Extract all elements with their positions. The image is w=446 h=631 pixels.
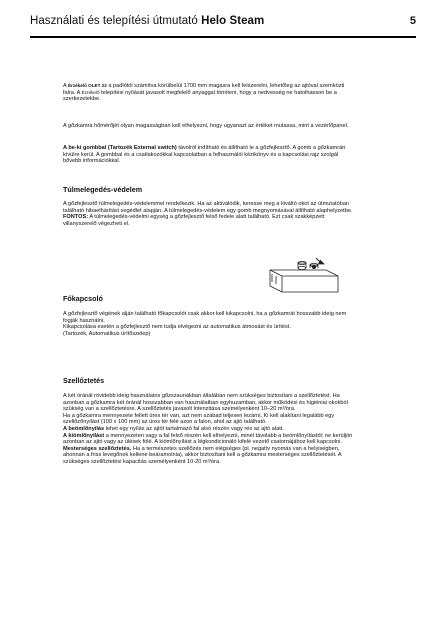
text-line: FONTOS: A túlmelegedés-védelmi egység a gőzfejlesztő felső fedele alatt található. Ezt csak szakképzett [63,214,325,221]
text-line: (Tartozék, Automatikus ürítőszelep) [63,330,151,337]
text-line: szükséges szellőztetési kapacitás személyenként 10-20 m³/óra. [63,458,221,465]
text-line: A be-ki gombbal (Tartozék External switch) távolról indítható és állítható le a gőzfejlesztő. A gomb a gőzkamrán [63,145,346,151]
overheat-paragraph [63,201,393,227]
text-line: bővebb információkkal. [63,158,121,165]
text-line: A gőzfejlesztő túlmelegedés-védelemmel rendelkezik. Ha az aktiválódik, keresse meg a kiváltó okot az útmutatóban [63,201,350,207]
text-line: Ha a gőzkamra mennyezete fellett üres tér van, azt nem szabad teljesen lezárni. Ki kell alakítani legalább egy [63,412,335,419]
thermometer-paragraph [63,123,393,130]
ventilation-paragraph [63,393,393,466]
text-line: A gőzkamra hőmérőjét olyan magasságban kell elhelyezni, hogy ugyanazt az értéket mutassa, mint a vezérlőpanel. [63,123,349,129]
text-line: ahonnan a friss levegőnek kellene beáramolnia), akkor biztosítani kell a gőzkamra mesterséges szellőztetését. A [63,452,342,459]
section-heading-ventilation: Szellőztetés [63,376,105,385]
overheat-reset-illustration [268,256,340,296]
document-title [30,15,264,27]
text-line: A beömlőnyílás lehet egy nyílás az ajtót tartalmazó fal alsó részén vagy rés az ajtó alatt. [63,425,284,432]
text-line: szerkezetekbe. [63,96,101,103]
text-line: szükség van a szellőztetésre. A szellőztetés javasolt intenzitása személyenként 10–20 m³/óra. [63,406,296,413]
text-line: villanyszerelő végezheti el. [63,220,130,227]
text-line: fogják használni. [63,317,105,324]
document-title-product: Helo Steam [201,15,265,27]
section-heading-main-switch: Főkapcsoló [63,294,103,303]
external-switch-paragraph [63,145,393,165]
document-title-regular: Használati és telepítési útmutató [30,15,202,27]
text-line: A kiömlőnyílást a mennyezeten vagy a fal felső részén kell elhelyezni, minél távolabb a beömlőnyílástól; ne kerüljön [63,432,353,439]
page-header [30,15,416,35]
section-heading-overheat: Túlmelegedés-védelem [63,185,143,194]
sensor-installation-paragraph [63,83,393,103]
text-line: szellőzőnyílást (100 x 100 mm) az üres tér felé azon a falon, ahol az ajtó található. [63,419,267,426]
text-line: A két óránál rövidebb ideig használatos gőzszaunákban általában nem szükséges biztosítani a szellőztetést. Ha [63,393,340,399]
text-line: azonban az ajtó vagy az ülések fölé. A kiömlőnyílást a légkondicionáló kifelé vezető csatornájához kell kapcsolni. [63,439,342,446]
text-line: falra. A Érzékelő telepítési nyílását javasolt megfelelő anyaggal tömíteni, hogy a nedvesség ne hatolhasson be a [63,89,337,96]
text-line: található hibaelhárítási segédlet alapján. A túlmelegedés-védelem egy gomb megnyomásával állítható alaphelyzetbe. [63,207,353,214]
page-number: 5 [409,15,416,27]
text-line: Mesterséges szellőztetés. Ha a természetes szellőzés nem elégséges (pl. negatív nyomás van a helyiségben, [63,445,340,452]
text-line: A gőzfejlesztő végének alján található főkapcsolót csak akkor kell kikapcsolni, ha a gőzkamrát hosszabb ideig nem [63,311,347,317]
header-rule [30,36,416,38]
text-line: Kikapcsolása esetén a gőzfejlesztő nem tudja elvégezni az automatikus átmosást és ürítést. [63,324,291,331]
main-switch-paragraph [63,311,393,337]
text-line: A Érzékelő OLET 22 a padlótól számítva körülbelül 1700 mm magasra kell felszerelni, lehetőleg az ajtóval szemközti [63,83,345,89]
text-line: kívülre kerül. A gombbal és a csatlakozókkal kapcsolatban a felhasználói kézikönyv és a kapcsolási rajz szolgál [63,151,339,158]
text-line: azonban a gőzkamra két óránál hosszabban van használatban egyhuzamban, akkor működési és higiéniai okokból [63,399,348,406]
